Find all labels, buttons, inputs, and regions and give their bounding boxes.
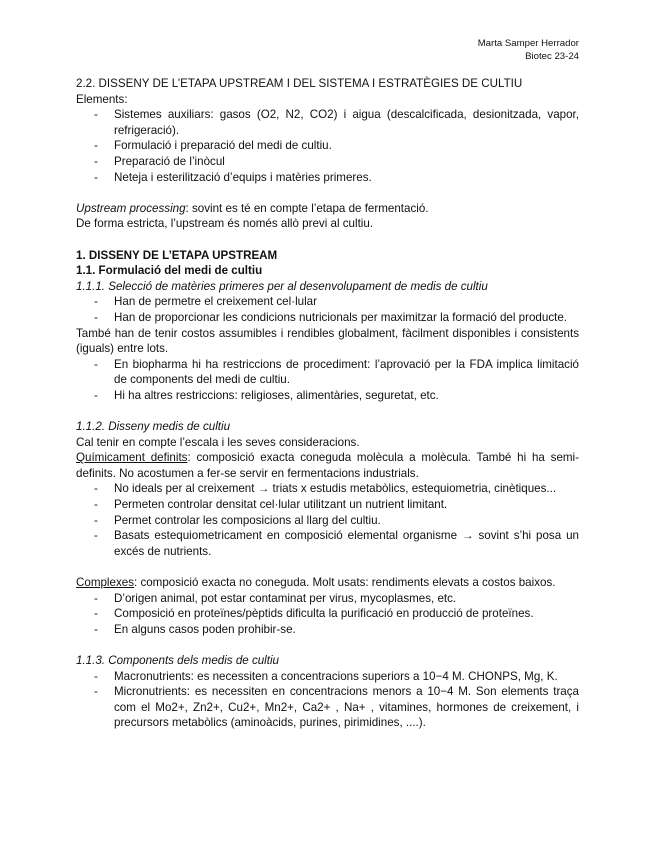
list-defined bbox=[76, 481, 579, 559]
list-item: - Macronutrients: es necessiten a concentracions superiors a 10−4 M. CHONPS, Mg, K. bbox=[76, 669, 579, 685]
section-heading-1: 1. DISSENY DE L’ETAPA UPSTREAM bbox=[76, 248, 278, 262]
upstream-definition: Upstream processing: sovint es té en compte l’etapa de fermentació. bbox=[76, 201, 429, 215]
list-item: - No ideals per al creixement → triats x estudis metabòlics, estequiometria, cinètiques... bbox=[76, 481, 579, 497]
list-complex bbox=[76, 591, 579, 638]
section-heading-1-1-2: 1.1.2. Disseny medis de cultiu bbox=[76, 420, 231, 434]
list-item: - D’origen animal, pot estar contaminat per virus, mycoplasmes, etc. bbox=[76, 591, 579, 607]
section-heading-1-1-1: 1.1.1. Selecció de matèries primeres per al desenvolupament de medis de cultiu bbox=[76, 279, 488, 293]
paragraph-111: També han de tenir costos assumibles i rendibles globalment, fàcilment disponibles i consistents (iguals) entre lots. bbox=[76, 326, 579, 356]
page-header bbox=[76, 38, 579, 63]
list-item: - Micronutrients: es necessiten en concentracions menors a 10−4 M. Son elements traça com el Mo2+, Zn2+, Cu2+, Mn2+, Ca2+ , Na+ , vitamines, hormones de creixement, i precursors metabòlics (aminoàcids, purines, pirimidines, ....). bbox=[76, 684, 579, 731]
author-name: Marta Samper Herrador bbox=[477, 38, 579, 49]
upstream-term: Upstream processing bbox=[76, 201, 186, 215]
list-item: - Han de permetre el creixement cel·lular bbox=[76, 294, 579, 310]
list-item: - Permet controlar les composicions al llarg del cultiu. bbox=[76, 513, 579, 529]
upstream-strict: De forma estricta, l’upstream és només allò previ al cultiu. bbox=[76, 217, 374, 231]
document-page bbox=[76, 38, 579, 731]
document-title: 2.2. DISSENY DE L’ETAPA UPSTREAM I DEL SISTEMA I ESTRATÈGIES DE CULTIU bbox=[76, 77, 523, 90]
list-item: - Preparació de l’inòcul bbox=[76, 154, 579, 170]
elements-list bbox=[76, 107, 579, 185]
paragraph-112: Cal tenir en compte l’escala i les seves consideracions. bbox=[76, 435, 360, 449]
section-heading-1-1: 1.1. Formulació del medi de cultiu bbox=[76, 264, 263, 278]
list-111b bbox=[76, 357, 579, 404]
section-heading-1-1-3: 1.1.3. Components dels medis de cultiu bbox=[76, 653, 280, 667]
list-item: - Hi ha altres restriccions: religioses, alimentàries, seguretat, etc. bbox=[76, 388, 579, 404]
list-113 bbox=[76, 669, 579, 731]
complex-media-paragraph: Complexes: composició exacta no coneguda. Molt usats: rendiments elevats a costos baixos. bbox=[76, 576, 556, 589]
list-item: - Basats estequiometricament en composició elemental organisme → sovint s’hi posa un excés de nutrients. bbox=[76, 528, 579, 559]
list-item: - En biopharma hi ha restriccions de procediment: l’aprovació per la FDA implica limitació de components del medi de cultiu. bbox=[76, 357, 579, 388]
complex-term: Complexes bbox=[76, 576, 134, 589]
defined-media-paragraph: Químicament definits: composició exacta coneguda molècula a molècula. També hi ha semi-definits. No acostumen a fer-se servir en fermentacions industrials. bbox=[76, 451, 579, 480]
list-111a bbox=[76, 294, 579, 325]
course-label: Biotec 23-24 bbox=[525, 50, 579, 62]
list-item: - Sistemes auxiliars: gasos (O2, N2, CO2) i aigua (descalcificada, desionitzada, vapor, refrigeració). bbox=[76, 107, 579, 138]
elements-label: Elements: bbox=[76, 92, 128, 106]
defined-term: Químicament definits bbox=[76, 451, 188, 465]
list-item: - En alguns casos poden prohibir-se. bbox=[76, 622, 579, 638]
list-item: - Formulació i preparació del medi de cultiu. bbox=[76, 138, 579, 154]
list-item: - Permeten controlar densitat cel·lular utilitzant un nutrient limitant. bbox=[76, 497, 579, 513]
list-item: - Composició en proteïnes/pèptids dificulta la purificació en producció de proteïnes. bbox=[76, 606, 579, 622]
list-item: - Han de proporcionar les condicions nutricionals per maximitzar la formació del producte. bbox=[76, 310, 579, 326]
list-item: - Neteja i esterilització d’equips i matèries primeres. bbox=[76, 170, 579, 186]
